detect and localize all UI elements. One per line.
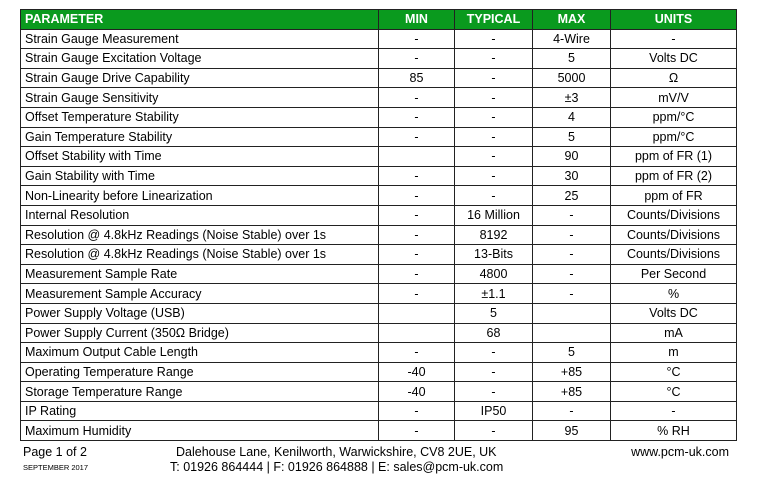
table-row <box>21 264 737 284</box>
cell-min: - <box>379 264 455 284</box>
cell-parameter: Maximum Humidity <box>21 421 379 441</box>
cell-max <box>533 303 611 323</box>
cell-min: - <box>379 88 455 108</box>
cell-min <box>379 323 455 343</box>
cell-parameter: Strain Gauge Drive Capability <box>21 68 379 88</box>
specification-table <box>20 9 737 441</box>
cell-units: ppm/°C <box>611 107 737 127</box>
table-row <box>21 205 737 225</box>
cell-min: - <box>379 343 455 363</box>
table-row <box>21 127 737 147</box>
cell-parameter: Maximum Output Cable Length <box>21 343 379 363</box>
cell-typical: - <box>455 49 533 69</box>
cell-units: °C <box>611 382 737 402</box>
table-row <box>21 382 737 402</box>
cell-min: - <box>379 49 455 69</box>
cell-min: - <box>379 225 455 245</box>
cell-typical: - <box>455 68 533 88</box>
cell-typical: 13-Bits <box>455 245 533 265</box>
cell-max: 30 <box>533 166 611 186</box>
cell-min: - <box>379 107 455 127</box>
cell-units: ppm/°C <box>611 127 737 147</box>
cell-max: - <box>533 205 611 225</box>
table-row <box>21 88 737 108</box>
cell-min: - <box>379 401 455 421</box>
cell-parameter: Strain Gauge Excitation Voltage <box>21 49 379 69</box>
table-row <box>21 401 737 421</box>
cell-max: 4-Wire <box>533 29 611 49</box>
cell-min: - <box>379 29 455 49</box>
cell-units: mA <box>611 323 737 343</box>
cell-min <box>379 303 455 323</box>
cell-parameter: Gain Temperature Stability <box>21 127 379 147</box>
cell-typical: - <box>455 186 533 206</box>
cell-units: % <box>611 284 737 304</box>
cell-max: 90 <box>533 147 611 167</box>
cell-parameter: Operating Temperature Range <box>21 362 379 382</box>
cell-max: 4 <box>533 107 611 127</box>
table-body <box>21 29 737 440</box>
cell-units: ppm of FR (2) <box>611 166 737 186</box>
cell-parameter: IP Rating <box>21 401 379 421</box>
table-row <box>21 186 737 206</box>
cell-min: - <box>379 284 455 304</box>
cell-min: -40 <box>379 382 455 402</box>
cell-units: Ω <box>611 68 737 88</box>
cell-parameter: Non-Linearity before Linearization <box>21 186 379 206</box>
table-row <box>21 49 737 69</box>
cell-parameter: Power Supply Current (350Ω Bridge) <box>21 323 379 343</box>
cell-units: Per Second <box>611 264 737 284</box>
table-row <box>21 166 737 186</box>
table-row <box>21 29 737 49</box>
cell-typical: ±1.1 <box>455 284 533 304</box>
cell-typical: - <box>455 421 533 441</box>
cell-max: +85 <box>533 382 611 402</box>
cell-max: ±3 <box>533 88 611 108</box>
cell-typical: - <box>455 362 533 382</box>
cell-units: Counts/Divisions <box>611 245 737 265</box>
cell-typical: - <box>455 343 533 363</box>
table-row <box>21 284 737 304</box>
cell-min: -40 <box>379 362 455 382</box>
cell-min: - <box>379 127 455 147</box>
cell-min: - <box>379 166 455 186</box>
cell-typical: IP50 <box>455 401 533 421</box>
cell-max: 5 <box>533 343 611 363</box>
table-row <box>21 147 737 167</box>
header-min: MIN <box>379 10 455 30</box>
cell-parameter: Gain Stability with Time <box>21 166 379 186</box>
table-row <box>21 245 737 265</box>
cell-parameter: Offset Stability with Time <box>21 147 379 167</box>
cell-units: ppm of FR <box>611 186 737 206</box>
cell-parameter: Storage Temperature Range <box>21 382 379 402</box>
cell-typical: - <box>455 147 533 167</box>
cell-min: - <box>379 186 455 206</box>
cell-typical: - <box>455 382 533 402</box>
cell-parameter: Power Supply Voltage (USB) <box>21 303 379 323</box>
page-footer <box>0 442 760 492</box>
cell-parameter: Measurement Sample Rate <box>21 264 379 284</box>
cell-units: - <box>611 401 737 421</box>
table-row <box>21 421 737 441</box>
table-row <box>21 323 737 343</box>
header-units: UNITS <box>611 10 737 30</box>
header-parameter: PARAMETER <box>21 10 379 30</box>
cell-typical: 8192 <box>455 225 533 245</box>
cell-max: +85 <box>533 362 611 382</box>
cell-typical: - <box>455 127 533 147</box>
document-date: SEPTEMBER 2017 <box>23 463 89 472</box>
cell-typical: - <box>455 88 533 108</box>
header-max: MAX <box>533 10 611 30</box>
cell-typical: 68 <box>455 323 533 343</box>
cell-max: 5000 <box>533 68 611 88</box>
cell-typical: 5 <box>455 303 533 323</box>
table-row <box>21 303 737 323</box>
cell-parameter: Measurement Sample Accuracy <box>21 284 379 304</box>
cell-units: - <box>611 29 737 49</box>
cell-max: - <box>533 401 611 421</box>
cell-min: 85 <box>379 68 455 88</box>
page-number: Page 1 of 2 <box>23 445 87 459</box>
header-typical: TYPICAL <box>455 10 533 30</box>
table-row <box>21 68 737 88</box>
cell-max: 5 <box>533 127 611 147</box>
cell-max: - <box>533 245 611 265</box>
cell-units: Counts/Divisions <box>611 225 737 245</box>
cell-parameter: Resolution @ 4.8kHz Readings (Noise Stable) over 1s <box>21 225 379 245</box>
cell-units: Volts DC <box>611 49 737 69</box>
cell-typical: - <box>455 166 533 186</box>
cell-min: - <box>379 245 455 265</box>
cell-max: - <box>533 284 611 304</box>
cell-parameter: Internal Resolution <box>21 205 379 225</box>
cell-max: - <box>533 225 611 245</box>
cell-parameter: Strain Gauge Sensitivity <box>21 88 379 108</box>
company-contact: T: 01926 864444 | F: 01926 864888 | E: sales@pcm-uk.com <box>170 460 504 474</box>
table-row <box>21 225 737 245</box>
cell-units: °C <box>611 362 737 382</box>
cell-typical: 4800 <box>455 264 533 284</box>
cell-parameter: Offset Temperature Stability <box>21 107 379 127</box>
cell-min: - <box>379 421 455 441</box>
table-header-row <box>21 10 737 30</box>
cell-units: % RH <box>611 421 737 441</box>
cell-max <box>533 323 611 343</box>
table-row <box>21 107 737 127</box>
cell-min <box>379 147 455 167</box>
cell-max: 25 <box>533 186 611 206</box>
company-address: Dalehouse Lane, Kenilworth, Warwickshire, CV8 2UE, UK <box>176 445 497 459</box>
cell-units: ppm of FR (1) <box>611 147 737 167</box>
cell-units: m <box>611 343 737 363</box>
cell-units: Volts DC <box>611 303 737 323</box>
cell-parameter: Strain Gauge Measurement <box>21 29 379 49</box>
cell-max: 5 <box>533 49 611 69</box>
cell-max: - <box>533 264 611 284</box>
cell-units: mV/V <box>611 88 737 108</box>
table-row <box>21 343 737 363</box>
cell-units: Counts/Divisions <box>611 205 737 225</box>
cell-parameter: Resolution @ 4.8kHz Readings (Noise Stable) over 1s <box>21 245 379 265</box>
cell-typical: 16 Million <box>455 205 533 225</box>
cell-min: - <box>379 205 455 225</box>
cell-max: 95 <box>533 421 611 441</box>
cell-typical: - <box>455 29 533 49</box>
cell-typical: - <box>455 107 533 127</box>
table-row <box>21 362 737 382</box>
company-website: www.pcm-uk.com <box>631 445 729 459</box>
